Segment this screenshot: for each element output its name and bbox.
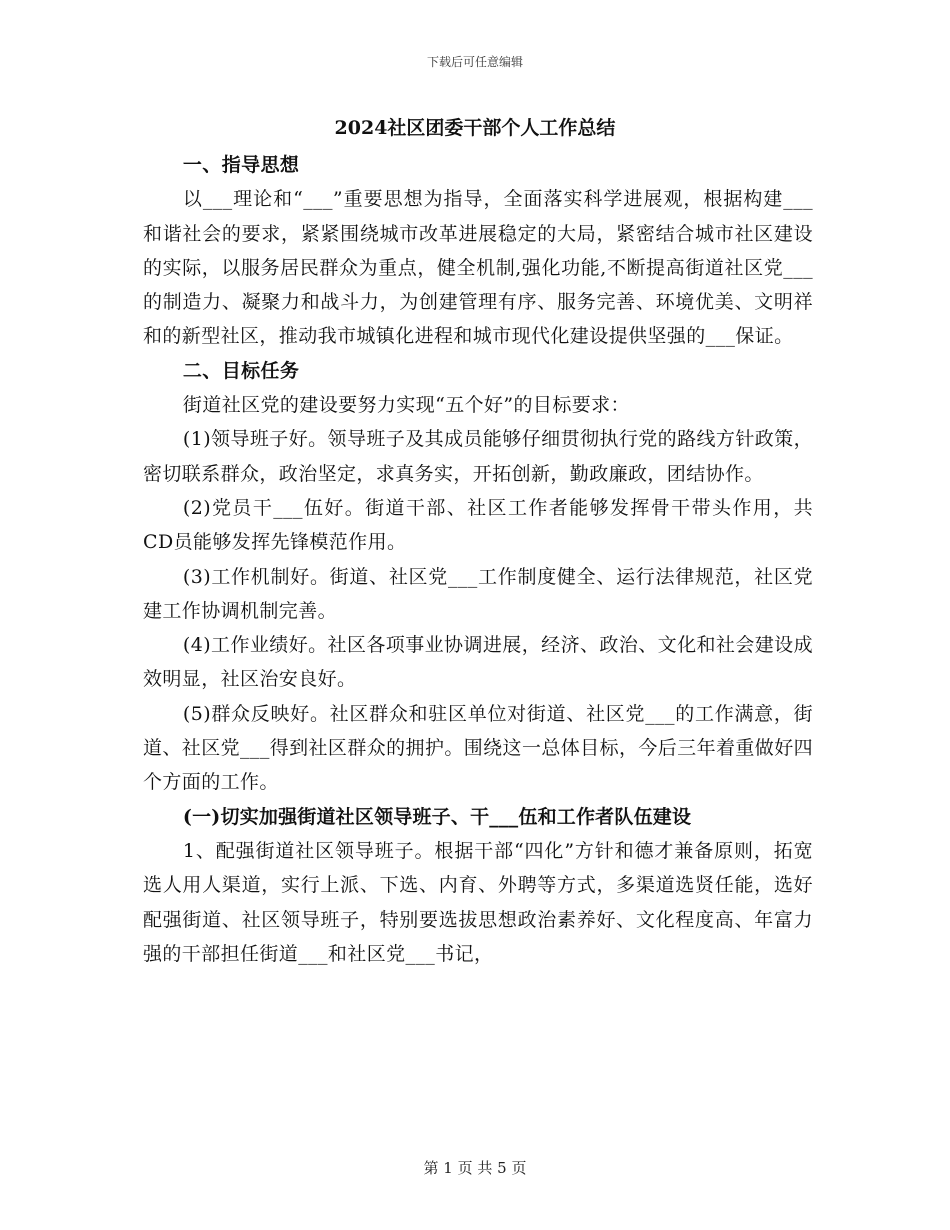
paragraph-item-1: 1、配强街道社区领导班子。根据干部“四化”方针和德才兼备原则，拓宽选人用人渠道，实行上派、下选、内育、外聘等方式，多渠道选贤任能，选好配强街道、社区领导班子，特别要选拔思想政治素养好、文化程度高、年富力强的干部担任街道___和社区党___书记， bbox=[143, 839, 813, 965]
paragraph-goal-2: (2)党员干___伍好。街道干部、社区工作者能够发挥骨干带头作用，共CD员能够发挥先锋模范作用。 bbox=[143, 496, 813, 554]
paragraph-goals-intro: 街道社区党的建设要努力实现“五个好”的目标要求： bbox=[182, 394, 630, 417]
paragraph-goal-4: (4)工作业绩好。社区各项事业协调进展，经济、政治、文化和社会建设成效明显，社区治安良好。 bbox=[143, 634, 813, 691]
document-title: 2024社区团委干部个人工作总结 bbox=[334, 117, 616, 139]
document-body bbox=[143, 148, 813, 971]
paragraph-goal-3: (3)工作机制好。街道、社区党___工作制度健全、运行法律规范，社区党建工作协调机制完善。 bbox=[143, 565, 813, 622]
paragraph-goal-5: (5)群众反映好。社区群众和驻区单位对街道、社区党___的工作满意，街道、社区党___得到社区群众的拥护。围绕这一总体目标，今后三年着重做好四个方面的工作。 bbox=[143, 702, 813, 794]
section-heading-guiding: 一、指导思想 bbox=[182, 154, 300, 176]
sub-heading-leadership: (一)切实加强街道社区领导班子、干___伍和工作者队伍建设 bbox=[182, 805, 692, 828]
page-footer-number: 第 1 页 共 5 页 bbox=[423, 1159, 527, 1177]
page-header-note: 下载后可任意编辑 bbox=[426, 55, 523, 69]
paragraph-guiding: 以___理论和“___”重要思想为指导，全面落实科学进展观，根据构建___和谐社会的要求，紧紧围绕城市改革进展稳定的大局，紧密结合城市社区建设的实际，以服务居民群众为重点，健全机制,强化功能,不断提高街道社区党___的制造力、凝聚力和战斗力，为创建管理有序、服务完善、环境优美、文明祥和的新型社区，推动我市城镇化进程和城市现代化建设提供坚强的___保证。 bbox=[143, 188, 813, 348]
paragraph-goal-1: (1)领导班子好。领导班子及其成员能够仔细贯彻执行党的路线方针政策，密切联系群众，政治坚定，求真务实，开拓创新，勤政廉政，团结协作。 bbox=[143, 428, 813, 485]
section-heading-goals: 二、目标任务 bbox=[182, 359, 300, 382]
